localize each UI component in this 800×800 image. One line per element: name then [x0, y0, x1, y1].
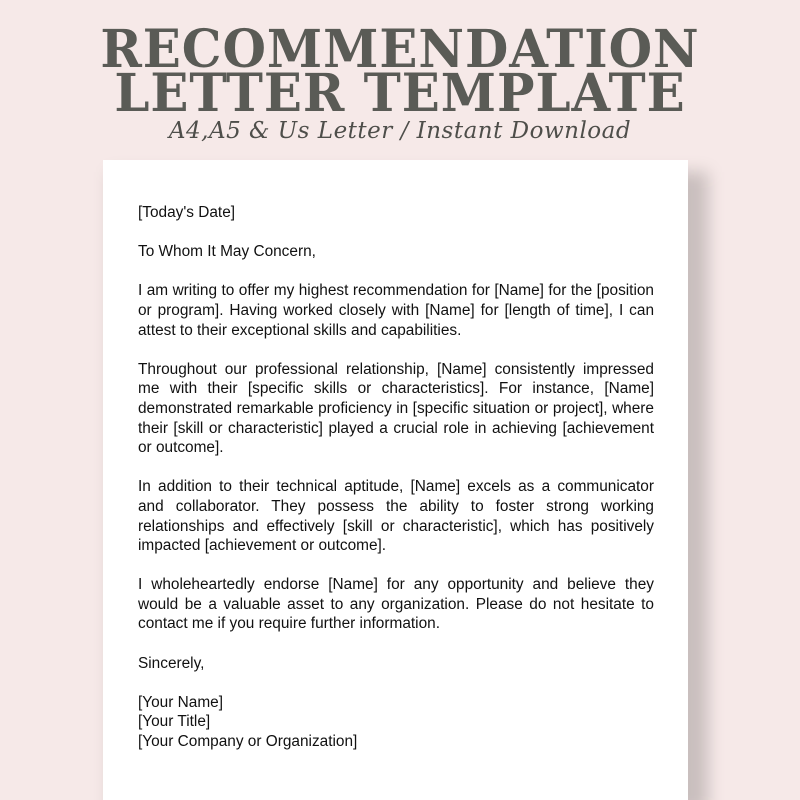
signature-name: [Your Name] — [138, 693, 223, 711]
title-line-2: LETTER TEMPLATE — [114, 63, 686, 124]
signature-title: [Your Title] — [138, 713, 211, 731]
letter-closing: Sincerely, — [138, 654, 205, 672]
subtitle: A4,A5 & Us Letter / Instant Download — [168, 118, 632, 144]
letter-date: [Today's Date] — [138, 204, 236, 221]
letter-paragraph-1: I am writing to offer my highest recommendation for [Name] for the [position or program]. Having worked closely with [Name] for [length of time], I can attest to their exceptional skills and capabilities. — [138, 282, 654, 339]
title-line-1: RECOMMENDATION — [100, 19, 700, 80]
letter-signature — [138, 693, 654, 752]
signature-company: [Your Company or Organization] — [138, 733, 358, 751]
letter-paragraph-4: I wholeheartedly endorse [Name] for any opportunity and believe they would be a valuable asset to any organization. Please do not hesitate to contact me if you require further information. — [138, 576, 654, 633]
letter-paragraph-3: In addition to their technical aptitude, [Name] excels as a communicator and collaborator. They possess the ability to foster strong working relationships and effectively [skill or characteristic], which has positively impacted [achievement or outcome]. — [138, 478, 654, 555]
letter-salutation: To Whom It May Concern, — [138, 243, 316, 261]
letter-page — [103, 160, 688, 800]
letter-body — [138, 203, 654, 771]
letter-paragraph-2: Throughout our professional relationship, [Name] consistently impressed me with their [specific skills or characteristics]. For instance, [Name] demonstrated remarkable proficiency in [specific situation or project], where their [skill or characteristic] played a crucial role in achieving [achievement or outcome]. — [138, 360, 654, 457]
